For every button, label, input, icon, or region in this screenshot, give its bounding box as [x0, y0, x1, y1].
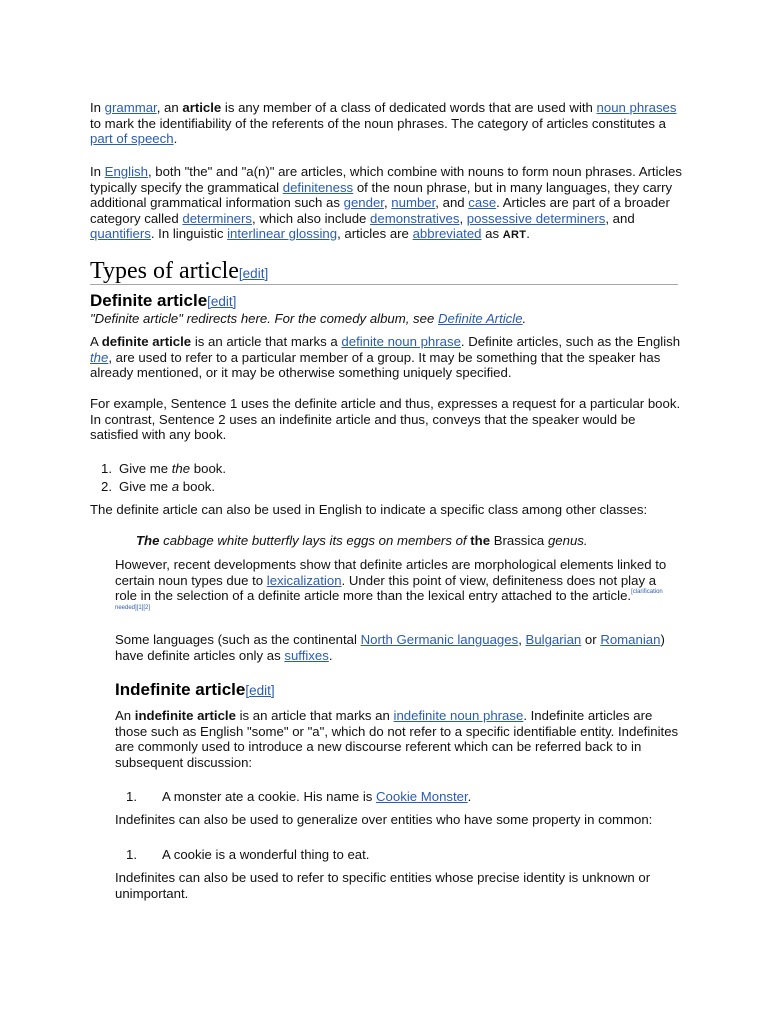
- list-item: 1. A monster ate a cookie. His name is Cookie Monster.: [126, 789, 472, 804]
- definite-paragraph-2: For example, Sentence 1 uses the definite article and thus, expresses a request for a particular book. In contrast, Sentence 2 uses an indefinite article and thus, conveys that the speaker would be satisfied with any book.: [90, 396, 681, 443]
- link-possessive-determiners[interactable]: possessive determiners: [466, 210, 606, 226]
- link-part-of-speech[interactable]: part of speech: [90, 131, 174, 147]
- definite-paragraph-4: However, recent developments show that definite articles are morphological elements linked to certain noun types due to lexicalization. Under this point of view, definiteness does not play a role in the selection of a definite article more than the lexical entry attached to the article.[clarification needed][1][2]: [115, 557, 667, 611]
- indefinite-example-list-1: [115, 789, 515, 807]
- indefinite-example-list-2: [115, 847, 515, 865]
- intro-paragraph-2: In English, both "the" and "a(n)" are articles, which combine with nouns to form noun phrases. Articles typically specify the grammatical definiteness of the noun phrase, but in many languages, they carry additional grammatical information such as gender, number, and case. Articles are part of a broader category called determiners, which also include demonstratives, possessive determiners, and quantifiers. In linguistic interlinear glossing, articles are abbreviated as ART.: [90, 164, 682, 242]
- list-item: 2. Give me a book.: [101, 479, 216, 494]
- term-article: article: [182, 100, 222, 115]
- link-cookie-monster[interactable]: Cookie Monster: [376, 789, 468, 804]
- section-heading-types: Types of article[edit]: [90, 258, 269, 284]
- indefinite-paragraph-2: Indefinites can also be used to generalize over entities who have some property in common:: [115, 812, 653, 827]
- link-suffixes[interactable]: suffixes: [284, 647, 329, 663]
- edit-link-definite[interactable]: [edit]: [207, 294, 237, 309]
- indefinite-paragraph-3: Indefinites can also be used to refer to specific entities whose precise identity is unknown or unimportant.: [115, 870, 651, 901]
- subsection-heading-indefinite: Indefinite article[edit]: [115, 680, 275, 699]
- link-bulgarian[interactable]: Bulgarian: [525, 632, 582, 647]
- hatnote: "Definite article" redirects here. For the comedy album, see Definite Article.: [90, 311, 527, 326]
- example-sentence-list: [90, 461, 390, 497]
- link-indefinite-noun-phrase[interactable]: indefinite noun phrase: [393, 708, 524, 723]
- link-romanian[interactable]: Romanian: [600, 632, 661, 647]
- link-definite-noun-phrase[interactable]: definite noun phrase: [341, 334, 461, 349]
- list-item: 1. Give me the book.: [101, 461, 227, 476]
- example-quote: The cabbage white butterfly lays its eggs on members of the Brassica genus.: [136, 533, 588, 548]
- link-gender[interactable]: gender: [343, 195, 384, 211]
- term-definite-article: definite article: [101, 334, 192, 349]
- subsection-heading-definite: Definite article[edit]: [90, 291, 237, 310]
- heading-divider: [90, 284, 678, 285]
- link-the[interactable]: the: [90, 349, 109, 365]
- link-quantifiers[interactable]: quantifiers: [90, 226, 151, 242]
- gloss-art: ART: [502, 229, 527, 242]
- link-number[interactable]: number: [391, 195, 436, 211]
- definite-paragraph-5: Some languages (such as the continental North Germanic languages, Bulgarian or Romanian) have definite articles only as suffixes.: [115, 632, 665, 663]
- indefinite-paragraph-1: An indefinite article is an article that marks an indefinite noun phrase. Indefinite articles are those such as English "some" or "a", which do not refer to a specific identifiable entity. Indefinites are commonly used to introduce a new discourse referent which can be referred back to in subsequent discussion:: [115, 708, 679, 770]
- definite-paragraph-1: A definite article is an article that marks a definite noun phrase. Definite articles, such as the English the, are used to refer to a particular member of a group. It may be something that the speaker has already mentioned, or it may be otherwise something uniquely specified.: [90, 334, 681, 381]
- link-grammar[interactable]: grammar: [104, 100, 157, 115]
- definite-paragraph-3: The definite article can also be used in English to indicate a specific class among other classes:: [90, 502, 648, 517]
- link-noun-phrases[interactable]: noun phrases: [596, 100, 677, 115]
- link-abbreviated[interactable]: abbreviated: [412, 226, 482, 242]
- list-item: 1. A cookie is a wonderful thing to eat.: [126, 847, 370, 862]
- citation-needed-note[interactable]: [clarification needed][1][2]: [115, 589, 663, 611]
- link-case[interactable]: case: [468, 195, 497, 211]
- edit-link-types[interactable]: [edit]: [238, 266, 269, 281]
- term-indefinite-article: indefinite article: [134, 708, 236, 723]
- link-determiners[interactable]: determiners: [182, 210, 253, 226]
- link-north-germanic-languages[interactable]: North Germanic languages: [360, 632, 519, 647]
- link-lexicalization[interactable]: lexicalization: [266, 572, 342, 588]
- intro-paragraph-1: In grammar, an article is any member of a class of dedicated words that are used with noun phrases to mark the identifiability of the referents of the noun phrases. The category of articles constitutes a part of speech.: [90, 100, 677, 147]
- link-interlinear-glossing[interactable]: interlinear glossing: [227, 226, 338, 242]
- link-definiteness[interactable]: definiteness: [282, 179, 354, 195]
- link-english[interactable]: English: [104, 164, 148, 179]
- edit-link-indefinite[interactable]: [edit]: [245, 683, 275, 698]
- link-demonstratives[interactable]: demonstratives: [370, 210, 460, 226]
- link-definite-article-album[interactable]: Definite Article: [438, 311, 523, 326]
